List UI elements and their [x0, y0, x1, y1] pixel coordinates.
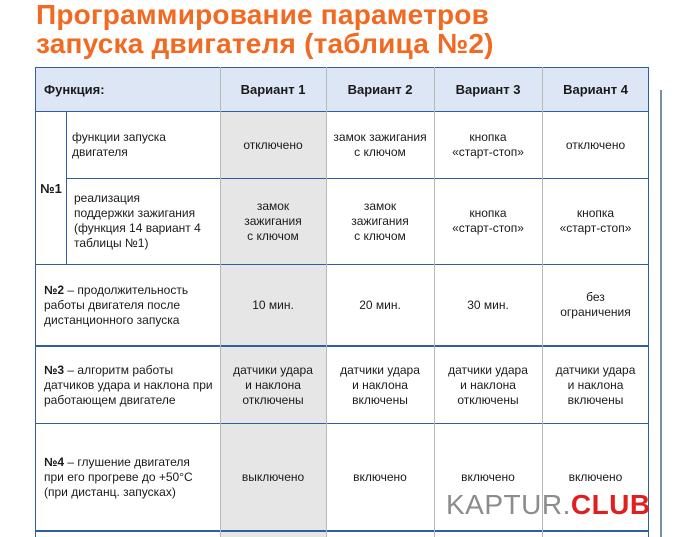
row1-sub2-variant-1: замок зажигания с ключом [244, 198, 302, 243]
grid-row1-inner [66, 112, 67, 264]
row4-number: №4 [44, 454, 65, 469]
grid-row4-bottom [35, 530, 649, 532]
row1-sub2-variant-4: кнопка «старт-стоп» [559, 206, 632, 235]
row3-variant-3: датчики удара и наклона отключены [448, 362, 528, 407]
row3-variant-2: датчики удара и наклона включены [340, 362, 420, 407]
page-title [36, 0, 666, 58]
header-variant-1: Вариант 1 [220, 68, 326, 111]
row1-sub2-label: реализация поддержки зажигания (функция 14 вариант 4 таблицы №1) [74, 191, 201, 250]
row4-label [36, 424, 220, 530]
row4-variant-3: включено [461, 469, 515, 484]
header-function: Функция: [36, 68, 220, 111]
grid-left [35, 67, 36, 537]
grid-row2-bottom [35, 345, 649, 347]
row3-description: – алгоритм работы датчиков удара и наклона при работающем двигателе [44, 362, 213, 407]
row3-variant-4: датчики удара и наклона включены [555, 362, 636, 407]
row2-description: – продолжительность работы двигателя после дистанционного запуска [44, 282, 189, 327]
watermark-kaptur: KAPTUR [446, 489, 563, 520]
row4-description: – глушение двигателя при его прогреве до +50°С (при дистанц. запусках) [44, 454, 193, 499]
row4-variant-2: включено [353, 469, 407, 484]
grid-col-1 [220, 67, 221, 537]
row2-number: №2 [44, 282, 65, 297]
title-line-1: Программирование параметров [36, 0, 490, 30]
row1-group-label: №1 [40, 180, 62, 196]
grid-right [648, 67, 649, 537]
row1-sub2-variant-2: замок зажигания с ключом [351, 198, 409, 243]
watermark-club: CLUB [570, 489, 651, 520]
row2-variant-3: 30 мин. [467, 297, 509, 312]
row3-label [36, 347, 220, 423]
page-edge [660, 90, 662, 537]
grid-top [35, 67, 649, 68]
row2-variant-2: 20 мин. [359, 297, 401, 312]
header-variant-4: Вариант 4 [542, 68, 649, 111]
row1-sub1-variant-3: кнопка «старт-стоп» [452, 130, 524, 159]
header-variant-3: Вариант 3 [434, 68, 542, 111]
grid-header-bottom [35, 111, 649, 112]
row2-variant-4: без ограничения [560, 290, 631, 319]
grid-row1-split [66, 178, 649, 179]
title-line-2: запуска двигателя (таблица №2) [36, 28, 494, 59]
row1-sub1-label: функции запуска двигателя [72, 130, 166, 159]
row1-sub1-variant-4: отключено [565, 137, 626, 152]
row2-variant-1: 10 мин. [252, 297, 294, 312]
row2-label [36, 265, 220, 345]
grid-col-3 [434, 67, 435, 537]
row4-variant-1: выключено [241, 469, 305, 484]
grid-col-2 [326, 67, 327, 537]
row4-variant-4: включено [568, 469, 623, 484]
header-variant-2: Вариант 2 [326, 68, 434, 111]
row3-variant-1: датчики удара и наклона отключены [233, 362, 313, 407]
watermark [446, 489, 651, 521]
grid-col-4 [542, 67, 543, 537]
row1-sub2-variant-3: кнопка «старт-стоп» [452, 206, 524, 235]
row1-sub1-variant-1: отключено [243, 137, 303, 152]
row1-sub1-variant-2: замок зажигания с ключом [333, 130, 427, 159]
row3-number: №3 [44, 362, 65, 377]
grid-row1-bottom [35, 264, 649, 265]
watermark-dot: . [562, 489, 571, 520]
grid-row3-bottom [35, 423, 649, 424]
